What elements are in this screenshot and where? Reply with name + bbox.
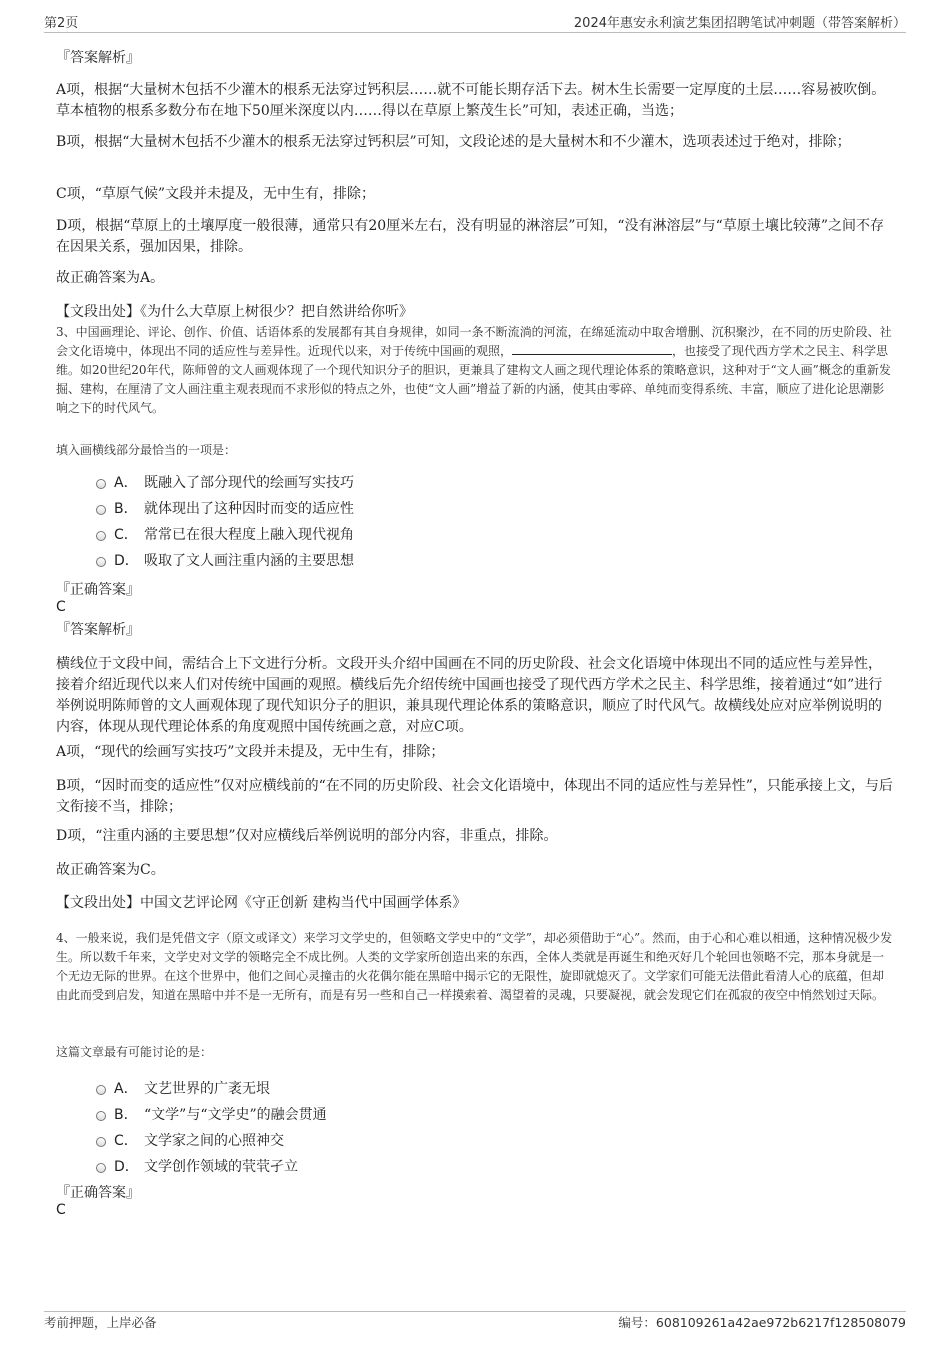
footer-divider xyxy=(44,1311,906,1312)
q3-conclusion: 故正确答案为C。 xyxy=(56,862,165,878)
radio-icon[interactable] xyxy=(96,1137,106,1147)
q3-source: 【文段出处】中国文艺评论网《守正创新 建构当代中国画学体系》 xyxy=(56,895,467,911)
header-divider xyxy=(44,32,906,33)
radio-icon[interactable] xyxy=(96,505,106,515)
q4-option-d[interactable]: D． 文学创作领域的茕茕孑立 xyxy=(96,1156,298,1178)
q4-answer-label: 『正确答案』 xyxy=(56,1185,140,1201)
q2-analysis-b: B项，根据“大量树木包括不少灌木的根系无法穿过钙积层”可知，文段论述的是大量树木和不少灌木，选项表述过于绝对，排除； xyxy=(56,134,851,150)
q3-analysis-b: B项，“因时而变的适应性”仅对应横线前的“在不同的历史阶段、社会文化语境中，体现出不同的适应性与差异性”，只能承接上文，与后文衔接不当，排除； xyxy=(56,778,893,815)
page-footer xyxy=(44,1313,906,1333)
q3-analysis: 横线位于文段中间，需结合上下文进行分析。文段开头介绍中国画在不同的历史阶段、社会文化语境中体现出不同的适应性与差异性，接着介绍近现代以来人们对传统中国画的观照。横线后先介绍传统中国画也接受了现代西方学术之民主、科学思维，接着通过“如”进行举例说明陈师曾的文人画观体现了现代知识分子的胆识，兼具现代理论体系的策略意识，顺应了时代风气。故横线处应对应举例说明的内容，体现从现代理论体系的角度观照中国传统画之意，对应C项。 xyxy=(56,656,883,735)
q3-answer-blank xyxy=(512,342,672,355)
q3-option-a[interactable]: A． 既融入了部分现代的绘画写实技巧 xyxy=(96,472,354,494)
q4-stem: 4、一般来说，我们是凭借文字（原文或译文）来学习文学史的，但领略文学史中的“文学”，却必须借助于“心”。然而，由于心和心难以相通，这种情况极少发生。所以数千年来，文学史对文学的领略完全不成比例。人类的文学家所创造出来的东西，全体人类就是再诞生和绝灭好几个轮回也领略不完，那本身就是一个无边无际的世界。在这个世界中，他们之间心灵撞击的火花偶尔能在黑暗中揭示它的无限性，旋即就熄灭了。文学家们可能无法借此看清人心的底蕴，但却由此而受到启发，知道在黑暗中并不是一无所有，而是有另一些和自己一样摸索着、渴望着的灵魂，只要凝视，就会发现它们在孤寂的夜空中悄然划过天际。 xyxy=(56,931,893,1002)
page-number: 第2页 xyxy=(44,16,79,31)
radio-icon[interactable] xyxy=(96,1163,106,1173)
q2-conclusion: 故正确答案为A。 xyxy=(56,270,165,286)
radio-icon[interactable] xyxy=(96,479,106,489)
q2-analysis-label: 『答案解析』 xyxy=(56,50,140,66)
document-id: 编号：608109261a42ae972b6217f128508079 xyxy=(618,1315,906,1330)
q2-analysis-c: C项，“草原气候”文段并未提及，无中生有，排除； xyxy=(56,186,376,202)
page-header xyxy=(44,12,906,32)
q3-option-d[interactable]: D． 吸取了文人画注重内涵的主要思想 xyxy=(96,550,354,572)
radio-icon[interactable] xyxy=(96,1085,106,1095)
q3-answer: C xyxy=(56,599,66,615)
q3-analysis-a: A项，“现代的绘画写实技巧”文段并未提及，无中生有，排除； xyxy=(56,744,445,760)
q3-option-c[interactable]: C． 常常已在很大程度上融入现代视角 xyxy=(96,524,354,546)
footer-slogan: 考前押题，上岸必备 xyxy=(44,1315,157,1330)
q3-answer-label: 『正确答案』 xyxy=(56,582,140,598)
q4-prompt: 这篇文章最有可能讨论的是： xyxy=(56,1045,213,1059)
q4-option-a[interactable]: A． 文艺世界的广袤无垠 xyxy=(96,1078,270,1100)
radio-icon[interactable] xyxy=(96,557,106,567)
q3-analysis-d: D项，“注重内涵的主要思想”仅对应横线后举例说明的部分内容，非重点，排除。 xyxy=(56,828,558,844)
q4-answer: C xyxy=(56,1202,66,1218)
q3-option-b[interactable]: B． 就体现出了这种因时而变的适应性 xyxy=(96,498,354,520)
radio-icon[interactable] xyxy=(96,531,106,541)
q4-option-c[interactable]: C． 文学家之间的心照神交 xyxy=(96,1130,284,1152)
q3-stem-before: 3、中国画理论、评论、创作、价值、话语体系的发展都有其自身规律，如同一条不断流淌的河流，在绵延流动中取舍增删、沉积聚沙，在不同的历史阶段、社会文化语境中，体现出不同的适应性与差异性。近现代以来，对于传统中国画的观照， xyxy=(56,325,892,358)
q3-analysis-label: 『答案解析』 xyxy=(56,622,140,638)
q2-analysis-d: D项，根据“草原上的土壤厚度一般很薄，通常只有20厘米左右，没有明显的淋溶层”可知，“没有淋溶层”与“草原土壤比较薄”之间不存在因果关系，强加因果，排除。 xyxy=(56,218,884,255)
q4-option-b[interactable]: B． “文学”与“文学史”的融会贯通 xyxy=(96,1104,327,1126)
q3-stem xyxy=(56,323,894,418)
q3-prompt: 填入画横线部分最恰当的一项是： xyxy=(56,443,237,457)
radio-icon[interactable] xyxy=(96,1111,106,1121)
q2-analysis-a: A项，根据“大量树木包括不少灌木的根系无法穿过钙积层……就不可能长期存活下去。树木生长需要一定厚度的土层……容易被吹倒。草本植物的根系多数分布在地下50厘米深度以内……得以在草原上繁茂生长”可知，表述正确，当选； xyxy=(56,82,886,119)
q2-source: 【文段出处】《为什么大草原上树很少？把自然讲给你听》 xyxy=(56,304,413,320)
document-title: 2024年惠安永利演艺集团招聘笔试冲刺题（带答案解析） xyxy=(573,16,906,31)
q3-stem-after: ，也接受了现代西方学术之民主、科学思维。如20世纪20年代，陈师曾的文人画观体现了一个现代知识分子的胆识，更兼具了建构文人画之现代理论体系的策略意识，这种对于“文人画”概念的重新发掘、建构，在厘清了文人画注重主观表现而不求形似的特点之外，也使“文人画”增益了新的内涵，使其由零碎、单纯而变得系统、丰富，顺应了进化论思潮影响之下的时代风气。 xyxy=(56,344,891,415)
